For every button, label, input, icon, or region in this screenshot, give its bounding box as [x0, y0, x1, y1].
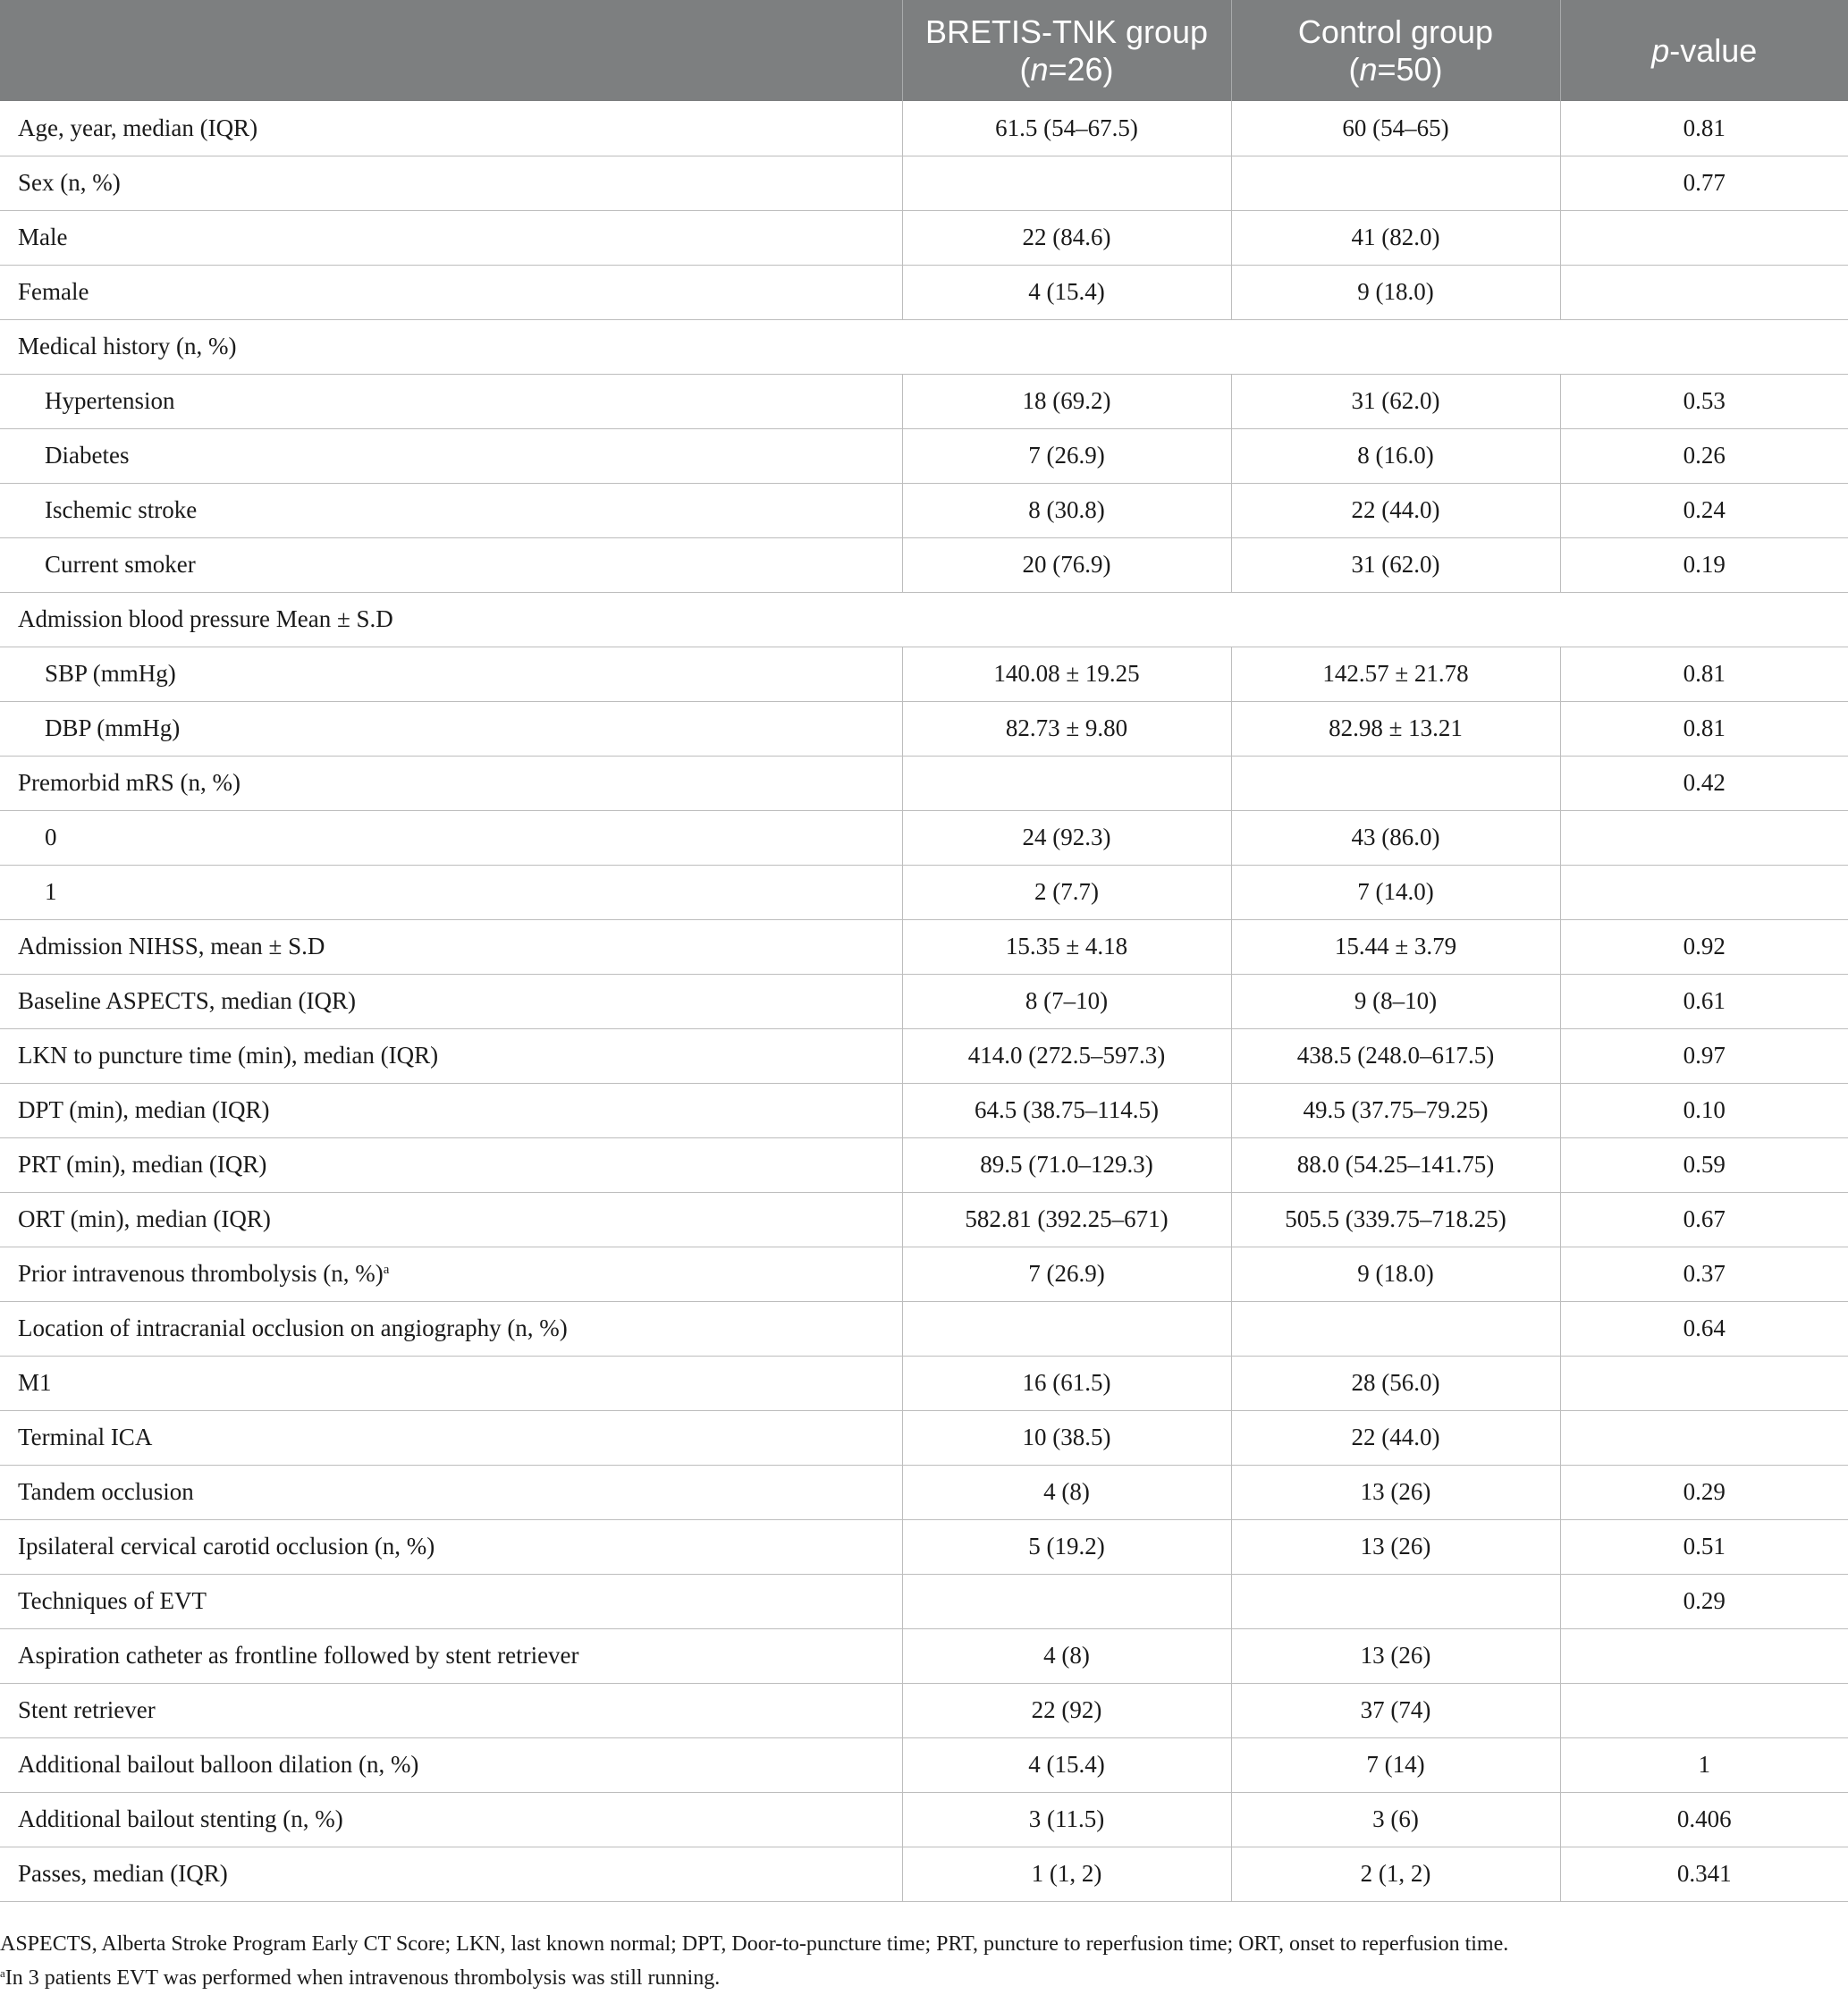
control-value: 22 (44.0) [1231, 483, 1560, 537]
control-value [1231, 756, 1560, 810]
table-row [0, 1574, 1848, 1628]
control-value: 43 (86.0) [1231, 810, 1560, 865]
row-label: Terminal ICA [0, 1410, 902, 1465]
bretis-value: 4 (8) [902, 1628, 1231, 1683]
control-value: 9 (18.0) [1231, 1247, 1560, 1301]
control-value [1231, 1301, 1560, 1356]
abbreviations-note: ASPECTS, Alberta Stroke Program Early CT Score; LKN, last known normal; DPT, Door-to-puncture time; PRT, puncture to reperfusion time; ORT, onset to reperfusion time. [0, 1932, 1509, 1956]
bretis-value: 22 (84.6) [902, 210, 1231, 265]
bretis-value [902, 756, 1231, 810]
table-row [0, 701, 1848, 756]
bretis-value: 4 (15.4) [902, 265, 1231, 319]
control-value: 7 (14.0) [1231, 865, 1560, 919]
header-control-title: Control group [1297, 13, 1494, 50]
bretis-value: 22 (92) [902, 1683, 1231, 1737]
control-value: 438.5 (248.0–617.5) [1231, 1028, 1560, 1083]
table-body [0, 101, 1848, 1901]
header-p-rest: -value [1669, 31, 1758, 69]
row-label: Diabetes [0, 428, 902, 483]
row-label: Hypertension [0, 374, 902, 428]
bretis-value: 61.5 (54–67.5) [902, 101, 1231, 156]
bretis-value: 64.5 (38.75–114.5) [902, 1083, 1231, 1137]
p-value: 0.81 [1560, 101, 1848, 156]
p-value: 0.406 [1560, 1792, 1848, 1847]
row-label: Additional bailout stenting (n, %) [0, 1792, 902, 1847]
bretis-value: 18 (69.2) [902, 374, 1231, 428]
control-value: 9 (18.0) [1231, 265, 1560, 319]
bretis-value [902, 156, 1231, 210]
row-label: 0 [0, 810, 902, 865]
bretis-value: 7 (26.9) [902, 1247, 1231, 1301]
row-label: PRT (min), median (IQR) [0, 1137, 902, 1192]
p-value [1560, 210, 1848, 265]
control-value: 505.5 (339.75–718.25) [1231, 1192, 1560, 1247]
row-label: Male [0, 210, 902, 265]
section-row [0, 319, 1848, 374]
row-label: Additional bailout balloon dilation (n, %) [0, 1737, 902, 1792]
p-value: 0.64 [1560, 1301, 1848, 1356]
table-row [0, 1628, 1848, 1683]
table-row [0, 1028, 1848, 1083]
control-value: 37 (74) [1231, 1683, 1560, 1737]
header-control-group: Control group (n=50) [1231, 0, 1560, 101]
bretis-value: 89.5 (71.0–129.3) [902, 1137, 1231, 1192]
control-value: 8 (16.0) [1231, 428, 1560, 483]
table-row [0, 1792, 1848, 1847]
bretis-value: 82.73 ± 9.80 [902, 701, 1231, 756]
p-value: 0.59 [1560, 1137, 1848, 1192]
bretis-value: 16 (61.5) [902, 1356, 1231, 1410]
p-value: 0.92 [1560, 919, 1848, 974]
p-value [1560, 810, 1848, 865]
table-row [0, 1301, 1848, 1356]
table-row [0, 1465, 1848, 1519]
bretis-value [902, 1301, 1231, 1356]
table-row [0, 265, 1848, 319]
p-value: 1 [1560, 1737, 1848, 1792]
row-label: Female [0, 265, 902, 319]
bretis-value: 4 (15.4) [902, 1737, 1231, 1792]
table-row [0, 1137, 1848, 1192]
row-label: ORT (min), median (IQR) [0, 1192, 902, 1247]
control-value [1231, 1574, 1560, 1628]
footnote-a [0, 1961, 1848, 1995]
table-row [0, 1083, 1848, 1137]
header-bretis-n-value: =26) [1048, 50, 1114, 88]
bretis-value: 7 (26.9) [902, 428, 1231, 483]
row-label: SBP (mmHg) [0, 647, 902, 701]
table-row [0, 483, 1848, 537]
header-p-value [1560, 0, 1848, 101]
row-label: Passes, median (IQR) [0, 1847, 902, 1901]
row-label: Premorbid mRS (n, %) [0, 756, 902, 810]
control-value: 88.0 (54.25–141.75) [1231, 1137, 1560, 1192]
control-value: 3 (6) [1231, 1792, 1560, 1847]
p-value: 0.29 [1560, 1465, 1848, 1519]
control-value: 7 (14) [1231, 1737, 1560, 1792]
row-label: Current smoker [0, 537, 902, 592]
row-label: M1 [0, 1356, 902, 1410]
section-label: Admission blood pressure Mean ± S.D [0, 592, 1848, 647]
row-label: Aspiration catheter as frontline followed by stent retriever [0, 1628, 902, 1683]
bretis-value: 3 (11.5) [902, 1792, 1231, 1847]
bretis-value: 2 (7.7) [902, 865, 1231, 919]
bretis-value: 582.81 (392.25–671) [902, 1192, 1231, 1247]
row-label: DPT (min), median (IQR) [0, 1083, 902, 1137]
row-label: Ischemic stroke [0, 483, 902, 537]
table-row [0, 537, 1848, 592]
row-label: LKN to puncture time (min), median (IQR) [0, 1028, 902, 1083]
footnote-a-text: In 3 patients EVT was performed when intravenous thrombolysis was still running. [4, 1966, 721, 1990]
row-label: Tandem occlusion [0, 1465, 902, 1519]
control-value: 13 (26) [1231, 1519, 1560, 1574]
table-row [0, 1847, 1848, 1901]
row-label: Sex (n, %) [0, 156, 902, 210]
p-value: 0.42 [1560, 756, 1848, 810]
header-row [0, 0, 1848, 101]
table-row [0, 1410, 1848, 1465]
row-label: Ipsilateral cervical carotid occlusion (n, %) [0, 1519, 902, 1574]
header-bretis-title: BRETIS-TNK group [924, 13, 1209, 50]
control-value: 41 (82.0) [1231, 210, 1560, 265]
table-row [0, 647, 1848, 701]
table-row [0, 810, 1848, 865]
section-row [0, 592, 1848, 647]
bretis-value: 5 (19.2) [902, 1519, 1231, 1574]
p-value: 0.37 [1560, 1247, 1848, 1301]
bretis-value [902, 1574, 1231, 1628]
p-value: 0.29 [1560, 1574, 1848, 1628]
table-header [0, 0, 1848, 101]
p-value: 0.81 [1560, 647, 1848, 701]
control-value: 31 (62.0) [1231, 374, 1560, 428]
control-value: 15.44 ± 3.79 [1231, 919, 1560, 974]
table-footnotes [0, 1927, 1848, 1995]
table-row [0, 101, 1848, 156]
table-row [0, 1247, 1848, 1301]
header-empty-cell [0, 0, 902, 101]
control-value: 13 (26) [1231, 1628, 1560, 1683]
p-value [1560, 1683, 1848, 1737]
control-value [1231, 156, 1560, 210]
control-value: 22 (44.0) [1231, 1410, 1560, 1465]
bretis-value: 10 (38.5) [902, 1410, 1231, 1465]
table-row [0, 1356, 1848, 1410]
row-label: Prior intravenous thrombolysis (n, %) [18, 1260, 384, 1287]
table-row [0, 1192, 1848, 1247]
control-value: 142.57 ± 21.78 [1231, 647, 1560, 701]
row-label: Techniques of EVT [0, 1574, 902, 1628]
table-row [0, 865, 1848, 919]
p-value: 0.19 [1560, 537, 1848, 592]
bretis-value: 414.0 (272.5–597.3) [902, 1028, 1231, 1083]
p-value: 0.81 [1560, 701, 1848, 756]
header-control-n-symbol: n [1359, 50, 1378, 88]
p-value: 0.53 [1560, 374, 1848, 428]
row-label: Admission NIHSS, mean ± S.D [0, 919, 902, 974]
table-row [0, 919, 1848, 974]
bretis-value: 20 (76.9) [902, 537, 1231, 592]
p-value [1560, 1410, 1848, 1465]
control-value: 28 (56.0) [1231, 1356, 1560, 1410]
table-row [0, 156, 1848, 210]
bretis-value: 24 (92.3) [902, 810, 1231, 865]
table-row [0, 428, 1848, 483]
p-value [1560, 265, 1848, 319]
header-p-symbol: p [1651, 31, 1670, 69]
bretis-value: 8 (30.8) [902, 483, 1231, 537]
table-row [0, 374, 1848, 428]
p-value: 0.10 [1560, 1083, 1848, 1137]
p-value [1560, 1628, 1848, 1683]
table-row [0, 974, 1848, 1028]
bretis-value: 4 (8) [902, 1465, 1231, 1519]
control-value: 82.98 ± 13.21 [1231, 701, 1560, 756]
table-row [0, 210, 1848, 265]
p-value: 0.51 [1560, 1519, 1848, 1574]
row-label: Location of intracranial occlusion on angiography (n, %) [0, 1301, 902, 1356]
row-label: Baseline ASPECTS, median (IQR) [0, 974, 902, 1028]
row-label: 1 [0, 865, 902, 919]
section-label: Medical history (n, %) [0, 319, 1848, 374]
bretis-value: 8 (7–10) [902, 974, 1231, 1028]
control-value: 49.5 (37.75–79.25) [1231, 1083, 1560, 1137]
p-value [1560, 865, 1848, 919]
footnote-marker: a [383, 1263, 390, 1277]
p-value: 0.97 [1560, 1028, 1848, 1083]
row-label-cell [0, 1247, 902, 1301]
table-row [0, 756, 1848, 810]
header-control-n-value: =50) [1377, 50, 1443, 88]
control-value: 13 (26) [1231, 1465, 1560, 1519]
table-row [0, 1519, 1848, 1574]
p-value: 0.61 [1560, 974, 1848, 1028]
control-value: 60 (54–65) [1231, 101, 1560, 156]
bretis-value: 1 (1, 2) [902, 1847, 1231, 1901]
header-bretis-tnk-group: BRETIS-TNK group (n=26) [902, 0, 1231, 101]
table-row [0, 1683, 1848, 1737]
row-label: DBP (mmHg) [0, 701, 902, 756]
control-value: 9 (8–10) [1231, 974, 1560, 1028]
p-value: 0.77 [1560, 156, 1848, 210]
bretis-value: 15.35 ± 4.18 [902, 919, 1231, 974]
header-bretis-n-symbol: n [1030, 50, 1049, 88]
control-value: 31 (62.0) [1231, 537, 1560, 592]
p-value [1560, 1356, 1848, 1410]
p-value: 0.26 [1560, 428, 1848, 483]
p-value: 0.341 [1560, 1847, 1848, 1901]
table-row [0, 1737, 1848, 1792]
row-label: Age, year, median (IQR) [0, 101, 902, 156]
bretis-value: 140.08 ± 19.25 [902, 647, 1231, 701]
row-label: Stent retriever [0, 1683, 902, 1737]
footnote-a-marker: a [0, 1966, 5, 1980]
control-value: 2 (1, 2) [1231, 1847, 1560, 1901]
p-value: 0.67 [1560, 1192, 1848, 1247]
p-value: 0.24 [1560, 483, 1848, 537]
